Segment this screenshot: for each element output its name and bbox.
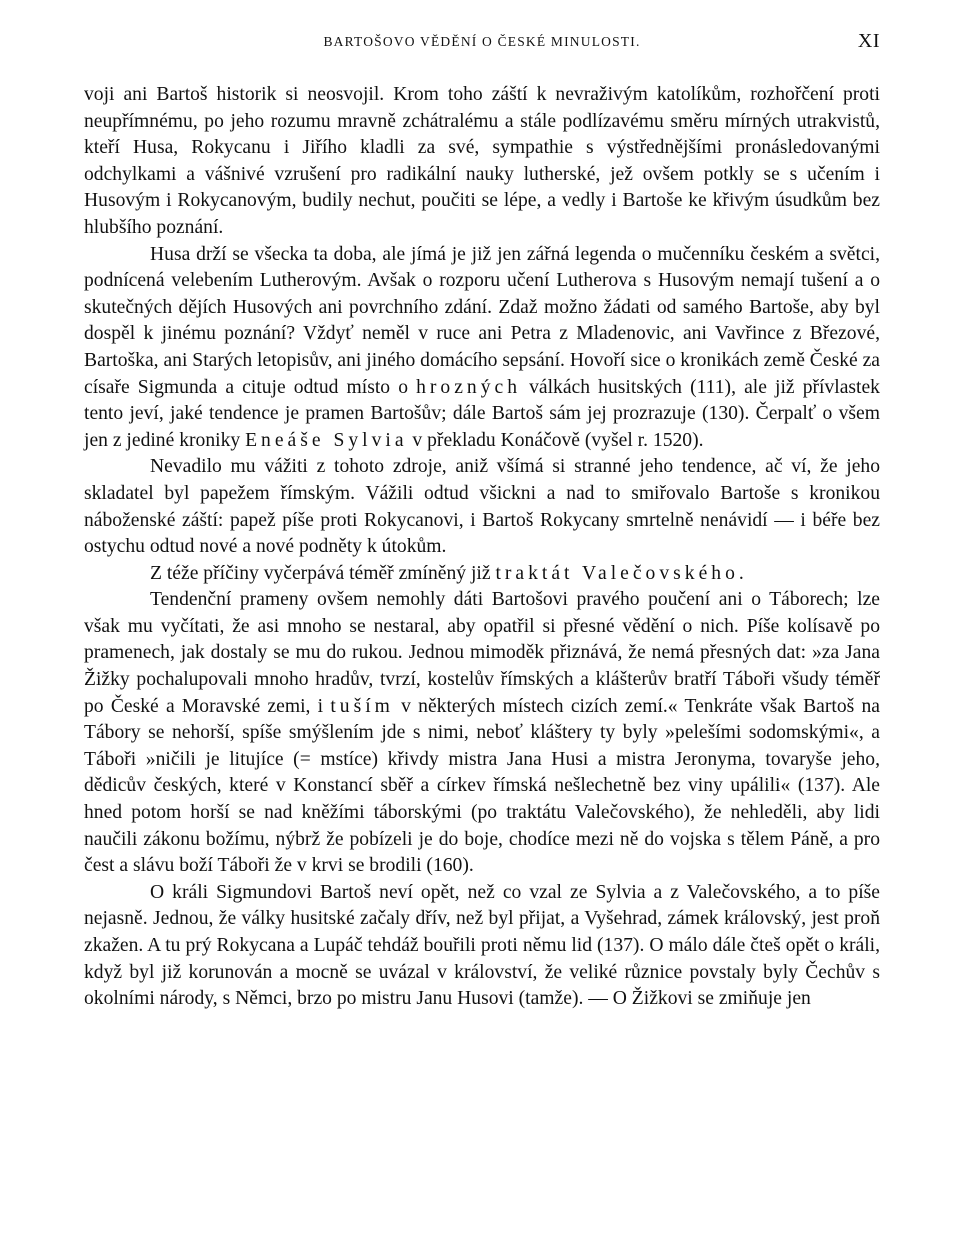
body-paragraph: [84, 587, 880, 880]
text-run: voji ani Bartoš historik si neosvojil. Krom toho záští k nevraživým katolíkům, rozhořčení proti neupřímnému, po jeho rozumu mravně zchátralému a stále podlízavému směru mírných utrakvistů, kteří Husa, Rokycanu i Jiřího kladli za své, sympathie s výstřednějšími pronásledovanými odchylkami a vášnivé vzrušení pro radikální nauky lutherské, jež ovšem potkly se s učením i Husovým i Rokycanovým, budily nechut, poučiti se lépe, a vedly i Bartoše ke křivým úsudkům bez hlubšího poznání.: [84, 84, 880, 238]
book-page: [84, 30, 880, 1013]
text-run: v některých místech cizích zemí.« Tenkráte však Bartoš na Tábory se nehorší, spíše smýšlením jde s nimi, neboť kláštery ty byly »pelešími sodomskými«, a Tábořі »ničili je litujíce (= mstíce) křivdy mistra Jana Husi a mistra Jeronyma, tovaryše jeho, dědicův českých, které v Konstancí sběř a církev římská nešlechetně bez viny upálili« (137). Ale hned potom horší se nad kněžími táborskými (po traktátu Valečovského), že nehleděli, aby lidi naučili zákonu božímu, nýbrž že pobízeli je do boje, chodíce mezi ně do vojska s tělem Páně, a pro čest a slávu boží Tábořі že v krvi se brodili (160).: [84, 695, 880, 877]
text-run: v překladu Konáčově (vyšel r. 1520).: [407, 429, 704, 451]
spaced-emphasis: traktát Valečovského: [495, 562, 739, 584]
text-run: Tendenční prameny ovšem nemohly dáti Bartošovi pravého poučení ani o Táborech; lze však mu vyčítati, že asi mnoho se nestaral, aby opatřil si přesné vědění o nich. Píše kolísavě po pramenech, jak dostaly se mu do rukou. Jednou mimoděk přiznává, že nemá přesných dat: »za Jana Žižky pochalupovali mnoho hradův, tvrzí, kostelův římských a klášterův bratří Tábořі všudy téměř po České a Moravské zemi, i: [84, 589, 880, 717]
running-header: [84, 30, 880, 60]
body-paragraph: [84, 880, 880, 1013]
spaced-emphasis: hrozných: [416, 376, 522, 398]
page-number: XI: [857, 30, 880, 52]
text-run: Husa drží se všecka ta doba, ale jímá je již jen zářná legenda o mučenníku českém a světci, podnícená velebením Lutherovým. Avšak o rozporu učení Lutherova s Husovým nemají tušení a o skutečných dějích Husových ani povrchního zdání. Zdaž možno žádati od samého Bartoše, aby byl dospěl k jinému poznání? Vždyť neměl v ruce ani Petra z Mladenovic, ani Vavřince z Březové, Bartoška, ani Starých letopisův, ani jiného domácího sepsání. Hovoří sice o kronikách země České za císaře Sigmunda a cituje odtud místo o: [84, 243, 880, 398]
spaced-emphasis: Eneáše Sylvia: [245, 429, 408, 451]
body-paragraph: [84, 242, 880, 455]
text-run: Nevadilo mu vážiti z tohoto zdroje, aniž všímá si stranné jeho tendence, ač ví, že jeho skladatel byl papežem římským. Vážili odtud všickni a nad to smiřovalo Bartoše s kronikou náboženské záští: papež píše proti Rokycanovi, i Bartoš Rokycany smrtelně nenávidí — i béře bez ostychu odtud nové a nové podněty k útokům.: [84, 456, 880, 558]
text-run: Z téže příčiny vyčerpává téměř zmíněný již: [150, 562, 496, 584]
spaced-emphasis: tuším: [330, 695, 394, 717]
body-paragraph: [84, 82, 880, 242]
running-title: BARTOŠOVO VĚDĚNÍ O ČESKÉ MINULOSTI.: [323, 34, 641, 49]
text-run: O králi Sigmundovi Bartoš neví opět, než co vzal ze Sylvia a z Valečovského, a to píše nejasně. Jednou, že války husitské začaly dřív, než byl přijat, a Vyšehrad, zámek královský, jest proň zkažen. A tu prý Rokycana a Lupáč tehdáž bouřili proti němu lid (137). O málo dále čteš opět o králi, když byl již korunován a mocně se uvázal v království, že veliké různice povstaly byly Čechův s okolními národy, s Němci, brzo po mistru Janu Husovi (tamže). — O Žižkovi se zmiňuje jen: [84, 881, 880, 1010]
body-paragraph: [84, 454, 880, 560]
text-run: válkách husitských (111), ale již přívlastek tento jeví, jaké tendence je pramen Bartošův; dále Bartoš sám jej prozrazuje (130). Čerpalť o všem jen z jediné kroniky: [84, 376, 880, 451]
body-text: [84, 82, 880, 1013]
body-paragraph: [84, 561, 880, 588]
text-run: .: [738, 562, 744, 584]
